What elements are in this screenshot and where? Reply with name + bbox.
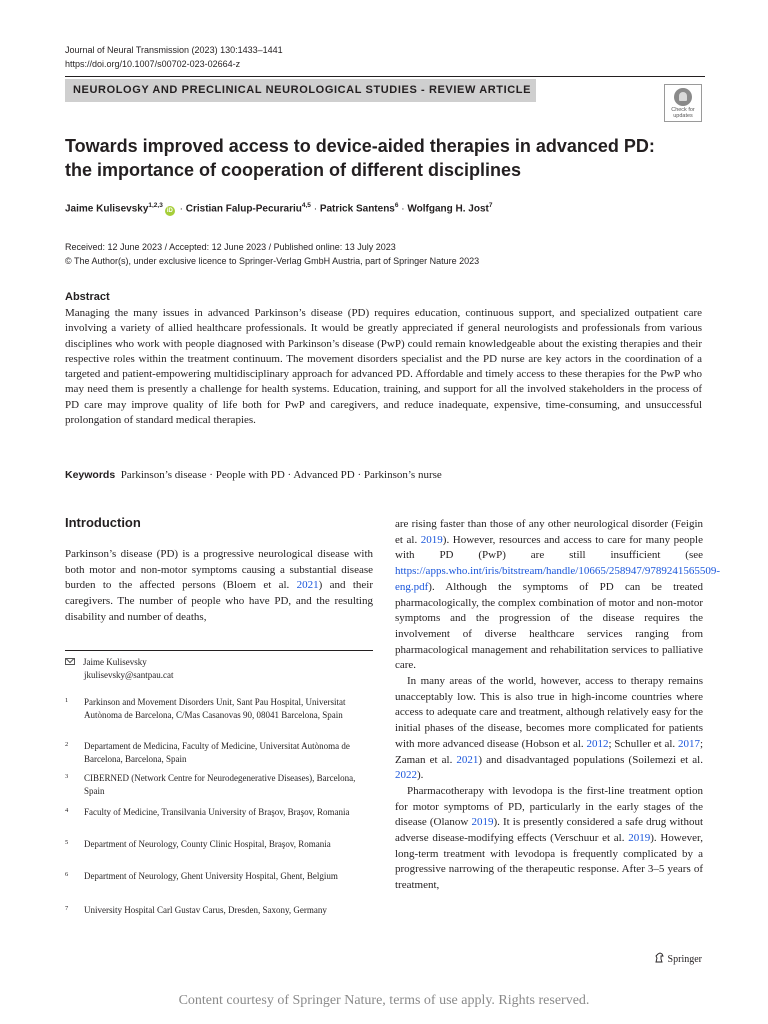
author-name[interactable]: Cristian Falup-Pecurariu	[185, 203, 302, 215]
affiliation	[65, 740, 365, 765]
citation-link[interactable]: 2012	[586, 737, 609, 750]
bookmark-icon	[674, 88, 692, 106]
affiliation-number: 2	[65, 741, 69, 748]
text-run: ).	[417, 769, 424, 782]
author-affiliation-marks: 6	[394, 202, 399, 209]
author-list	[65, 202, 493, 216]
citation-link[interactable]: 2017	[677, 737, 700, 750]
text-run: ). However, long-term treatment with levodopa is frequently complicated by a progressive narrowing of the therapeutic response. After 3–5 years of treatment,	[395, 832, 703, 892]
text-run: ) and their caregivers. The number of people who have PD, and the resulting disability and number of deaths,	[65, 579, 374, 623]
publication-dates	[65, 241, 479, 268]
text-run: ; Zaman et al.	[395, 737, 704, 766]
citation-link[interactable]: 2019	[420, 533, 443, 546]
citation-link[interactable]: 2019	[628, 832, 651, 845]
text-run: ; Schuller et al.	[608, 737, 678, 750]
affiliation-text: Parkinson and Movement Disorders Unit, Sant Pau Hospital, Universitat Autònoma de Barcelona, C/Mas Casanovas 90, 08041 Barcelona, Spain	[84, 697, 346, 720]
affiliation	[65, 838, 365, 851]
author-separator: ·	[176, 203, 186, 215]
author-name[interactable]: Wolfgang H. Jost	[407, 203, 489, 215]
publisher-logo	[654, 952, 702, 965]
text-run: are rising faster than those of any other neurological disorder (Feigin et al.	[395, 518, 703, 546]
orcid-icon[interactable]: iD	[166, 208, 173, 215]
citation-link[interactable]: 2021	[296, 579, 319, 592]
affiliation-text: Department of Neurology, Ghent University Hospital, Ghent, Belgium	[84, 871, 338, 881]
header-rule	[65, 76, 705, 77]
doi-link[interactable]: https://doi.org/10.1007/s00702-023-02664-z	[65, 59, 241, 69]
text-run: ). Although the symptoms of PD can be treated pharmacologically, the complex combination of motor and non-motor symptoms and the progression of the disease requires the involvement of diverse healthcare services ranging from pharmacological management and rehabilitation services to palliative care.	[395, 580, 703, 672]
author-affiliation-marks: 1,2,3	[148, 202, 163, 209]
text-run: ) and disadvantaged populations (Soilemezi et al.	[478, 753, 703, 766]
affiliation	[65, 870, 365, 883]
envelope-icon	[65, 658, 75, 665]
author-affiliation-marks: 7	[488, 202, 493, 209]
affiliation-number: 1	[65, 697, 69, 704]
paragraph	[395, 674, 703, 784]
affiliation	[65, 772, 365, 797]
author-separator: ·	[398, 203, 408, 215]
title-line-1: Towards improved access to device-aided therapies in advanced PD:	[65, 136, 655, 156]
introduction-heading: Introduction	[65, 515, 141, 530]
affiliation-text: Department of Neurology, County Clinic Hospital, Braşov, Romania	[84, 839, 331, 849]
article-category: NEUROLOGY AND PRECLINICAL NEUROLOGICAL STUDIES - REVIEW ARTICLE	[65, 79, 536, 102]
journal-header	[65, 43, 283, 71]
author-name[interactable]: Patrick Santens	[319, 203, 395, 215]
title-line-2: the importance of cooperation of different disciplines	[65, 160, 522, 180]
abstract-text: Managing the many issues in advanced Parkinson’s disease (PD) requires education, continuous support, and specialized outpatient care involving a variety of allied healthcare professionals. It would be greatly appreciated if general neurologists and professionals from various disciplines who work with people diagnosed with Parkinson’s disease (PwP) could remain knowledgeable about the existing therapies and their respective roles within the treatment continuum. The movement disorders specialist and the PD nurse are key actors in the coordination of a targeted and patient-empowering multidisciplinary approach for advanced PD. Affordable and timely access to these therapies for the PwP who may need them is presently a challenge for health systems. Education, training, and support for all the involved stakeholders in the process of PD care may improve quality of life both for PwP and caregivers, and reduce inadequate, expensive, time-consuming, and unsuccessful prolongation of standard medical therapies.	[65, 307, 702, 427]
affiliation	[65, 696, 365, 721]
text-run: Parkinson’s disease (PD) is a progressive neurological disease with both motor and non-motor symptoms causing a substantial disease burden to the affected persons (Bloem et al.	[65, 548, 373, 592]
right-column-text	[395, 517, 721, 894]
abstract-heading: Abstract	[65, 291, 110, 303]
affiliation-text: Faculty of Medicine, Transilvania University of Braşov, Braşov, Romania	[84, 807, 350, 817]
author-name[interactable]: Jaime Kulisevsky	[65, 203, 149, 215]
check-for-updates-badge[interactable]	[664, 84, 702, 122]
citation-link[interactable]: 2019	[471, 816, 494, 829]
publisher-name: Springer	[667, 954, 702, 965]
affiliation-text: Departament de Medicina, Faculty of Medicine, Universitat Autònoma de Barcelona, Barcelona, Spain	[84, 741, 350, 764]
author-separator: ·	[310, 203, 320, 215]
affiliation-number: 7	[65, 905, 69, 912]
keywords-label: Keywords	[65, 469, 116, 481]
keywords-line	[65, 469, 442, 481]
paragraph	[395, 517, 721, 674]
keywords-text: Parkinson’s disease · People with PD · Advanced PD · Parkinson’s nurse	[120, 469, 442, 481]
journal-citation: Journal of Neural Transmission (2023) 130:1433–1441	[65, 45, 283, 55]
affiliation-text: University Hospital Carl Gustav Carus, Dresden, Saxony, Germany	[84, 905, 327, 915]
affiliation-text: CIBERNED (Network Centre for Neurodegenerative Diseases), Barcelona, Spain	[84, 773, 356, 796]
text-run: ). It is presently considered a safe drug without adverse disease-modifying effects (Verschuur et al.	[395, 816, 703, 845]
affiliation	[65, 904, 365, 917]
affiliation-number: 4	[65, 807, 69, 814]
text-run: ). However, resources and access to care for many people with PD (PwP) are still insufficient (see	[395, 533, 703, 562]
citation-link[interactable]: 2021	[456, 753, 479, 766]
courtesy-footer: Content courtesy of Springer Nature, terms of use apply. Rights reserved.	[178, 993, 590, 1008]
author-affiliation-marks: 4,5	[301, 202, 311, 209]
paragraph	[395, 784, 703, 894]
footnote-rule	[65, 650, 373, 651]
text-run: Pharmacotherapy with levodopa is the first-line treatment option for motor symptoms of PD, particularly in the early stages of the disease (Olanow	[395, 784, 703, 829]
citation-link[interactable]: 2022	[395, 769, 417, 782]
left-column-text	[65, 547, 373, 626]
check-updates-line1: Check for	[671, 107, 695, 113]
springer-horse-icon	[654, 952, 665, 963]
article-title	[65, 134, 705, 182]
correspondence	[65, 656, 174, 682]
who-report-link[interactable]: https://apps.who.int/iris/bitstream/handle/10665/258947/9789241565509-eng.pdf	[395, 565, 721, 593]
affiliation-number: 5	[65, 839, 69, 846]
corresponding-author: Jaime Kulisevsky	[83, 657, 147, 667]
affiliation-number: 3	[65, 773, 69, 780]
corresponding-email[interactable]: jkulisevsky@santpau.cat	[84, 670, 174, 680]
paragraph	[65, 547, 373, 626]
history-dates: Received: 12 June 2023 / Accepted: 12 June 2023 / Published online: 13 July 2023	[65, 242, 396, 252]
check-updates-line2: updates	[673, 113, 693, 119]
affiliation-number: 6	[65, 871, 69, 878]
affiliation	[65, 806, 365, 819]
copyright-line: © The Author(s), under exclusive licence to Springer-Verlag GmbH Austria, part of Springer Nature 2023	[65, 255, 480, 266]
text-run: In many areas of the world, however, access to therapy remains unacceptably low. This is also true in high-income countries where access to adequate care and treatment, although relatively easy for the initial phases of the disease, becomes more complicated for patients with more advanced disease (Hobson et al.	[395, 675, 703, 750]
